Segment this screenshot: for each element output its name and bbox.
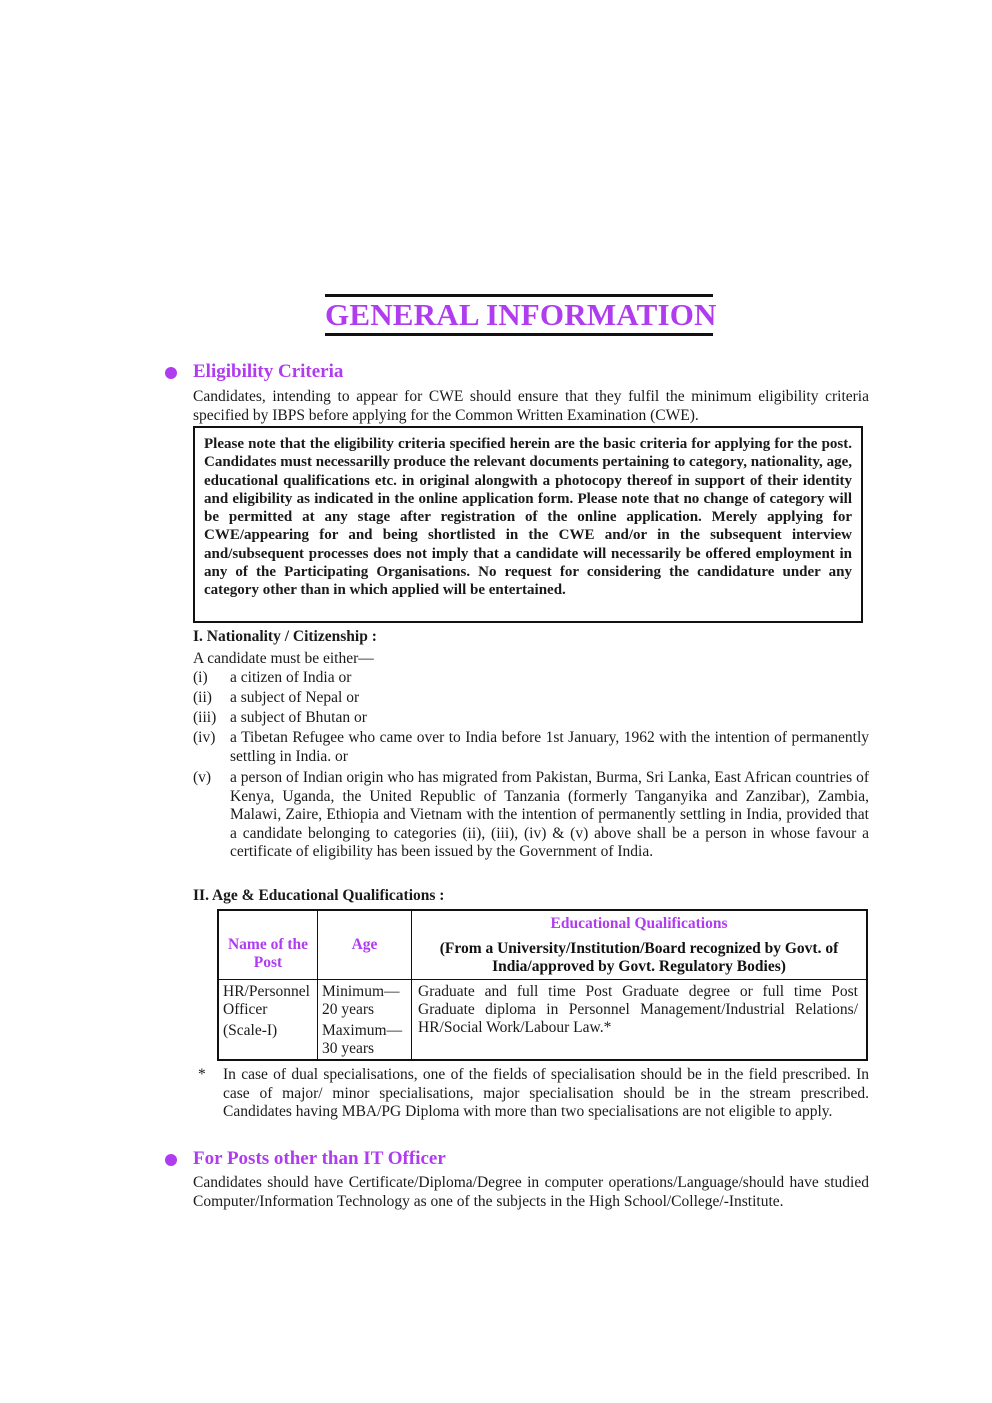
post-line: Officer xyxy=(223,1000,268,1018)
page-title: GENERAL INFORMATION xyxy=(325,297,717,332)
age-line: Minimum— xyxy=(322,982,400,1000)
post-cell xyxy=(218,979,318,1060)
table-header-row xyxy=(218,910,867,979)
age-line: 20 years xyxy=(322,1000,375,1018)
nationality-heading: I. Nationality / Citizenship : xyxy=(193,628,377,645)
footnote-text: In case of dual specialisations, one of the fields of specialisation should be in the field prescribed. In case of major/ minor specialisations, major specialisation should be in the stream prescribed. Candidates having MBA/PG Diploma with more than two specialisations are not eligible to apply. xyxy=(223,1066,869,1120)
other-posts-text: Candidates should have Certificate/Diploma/Degree in computer operations/Language/should have studied Computer/Information Technology as one of the subjects in the High School/College/-Institute. xyxy=(193,1174,869,1210)
list-item-number: (ii) xyxy=(193,689,212,706)
age-line: 30 years xyxy=(322,1039,375,1057)
col-education-header xyxy=(412,910,868,979)
title-banner xyxy=(325,294,717,336)
table-footnote xyxy=(198,1066,869,1122)
bullet-icon xyxy=(165,1154,177,1166)
list-item xyxy=(193,689,869,708)
list-item-text: a Tibetan Refugee who came over to India before 1st January, 1962 with the intention of permanently settling in India. or xyxy=(230,729,869,765)
list-item xyxy=(193,669,869,688)
post-line: HR/Personnel xyxy=(223,982,310,1000)
eligibility-note-box: Please note that the eligibility criteria specified herein are the basic criteria for applying for the post. Candidates must necessarilly produce the relevant documents pertaining to category, nationality, age, educational qualifications etc. in original alongwith a photocopy thereof in support of their identity and eligibility as indicated in the online application form. Please note that no change of category will be permitted at any stage after registration of the online application. Merely applying for CWE/appearing for and being shortlisted in the CWE and/or in the subsequent interview and/subsequent processes does not imply that a candidate will necessarily be offered employment in any of the Participating Organisations. No request for considering the candidature under any category other than in which applied will be entertained. xyxy=(193,426,863,623)
list-item-number: (iii) xyxy=(193,709,217,726)
list-item-text: a person of Indian origin who has migrated from Pakistan, Burma, Sri Lanka, East African countries of Kenya, Uganda, the United Republic of Tanzania (formerly Tanganyika and Zanzibar), Zambia, Malawi, Zaire, Ethiopia and Vietnam with the intention of permanently settling in India, provided that a candidate belonging to categories (ii), (iii), (iv) & (v) above shall be a person in whose favour a certificate of eligibility has been issued by the Government of India. xyxy=(230,769,869,860)
col-post-header: Name of the Post xyxy=(218,910,318,979)
qualifications-table xyxy=(217,909,868,1061)
list-item-number: (v) xyxy=(193,769,212,786)
education-cell: Graduate and full time Post Graduate degree or full time Post Graduate diploma in Personnel Management/Industrial Relations/ HR/Social Work/Labour Law.* xyxy=(412,979,868,1060)
list-item-text: a subject of Nepal or xyxy=(230,689,360,706)
age-line: Maximum— xyxy=(322,1021,403,1039)
eligibility-intro: Candidates, intending to appear for CWE should ensure that they fulfil the minimum eligibility criteria specified by IBPS before applying for the Common Written Examination (CWE). xyxy=(193,388,869,424)
nationality-lead: A candidate must be either— xyxy=(193,650,374,667)
list-item-text: a subject of Bhutan or xyxy=(230,709,367,726)
list-item-number: (iv) xyxy=(193,729,216,746)
education-header-title: Educational Qualifications xyxy=(550,915,728,932)
list-item xyxy=(193,769,869,862)
footnote-mark: * xyxy=(198,1066,206,1083)
age-cell xyxy=(318,979,412,1060)
bullet-icon xyxy=(165,367,177,379)
age-education-heading: II. Age & Educational Qualifications : xyxy=(193,887,445,904)
list-item-text: a citizen of India or xyxy=(230,669,352,686)
other-posts-heading: For Posts other than IT Officer xyxy=(193,1148,446,1169)
list-item xyxy=(193,729,869,766)
list-item xyxy=(193,709,869,728)
education-header-subtitle: (From a University/Institution/Board recognized by Govt. of India/approved by Govt. Regulatory Bodies) xyxy=(439,940,839,975)
table-row xyxy=(218,979,867,1060)
col-age-header: Age xyxy=(318,910,412,979)
post-line: (Scale-I) xyxy=(223,1021,278,1039)
eligibility-heading: Eligibility Criteria xyxy=(193,361,344,382)
list-item-number: (i) xyxy=(193,669,208,686)
